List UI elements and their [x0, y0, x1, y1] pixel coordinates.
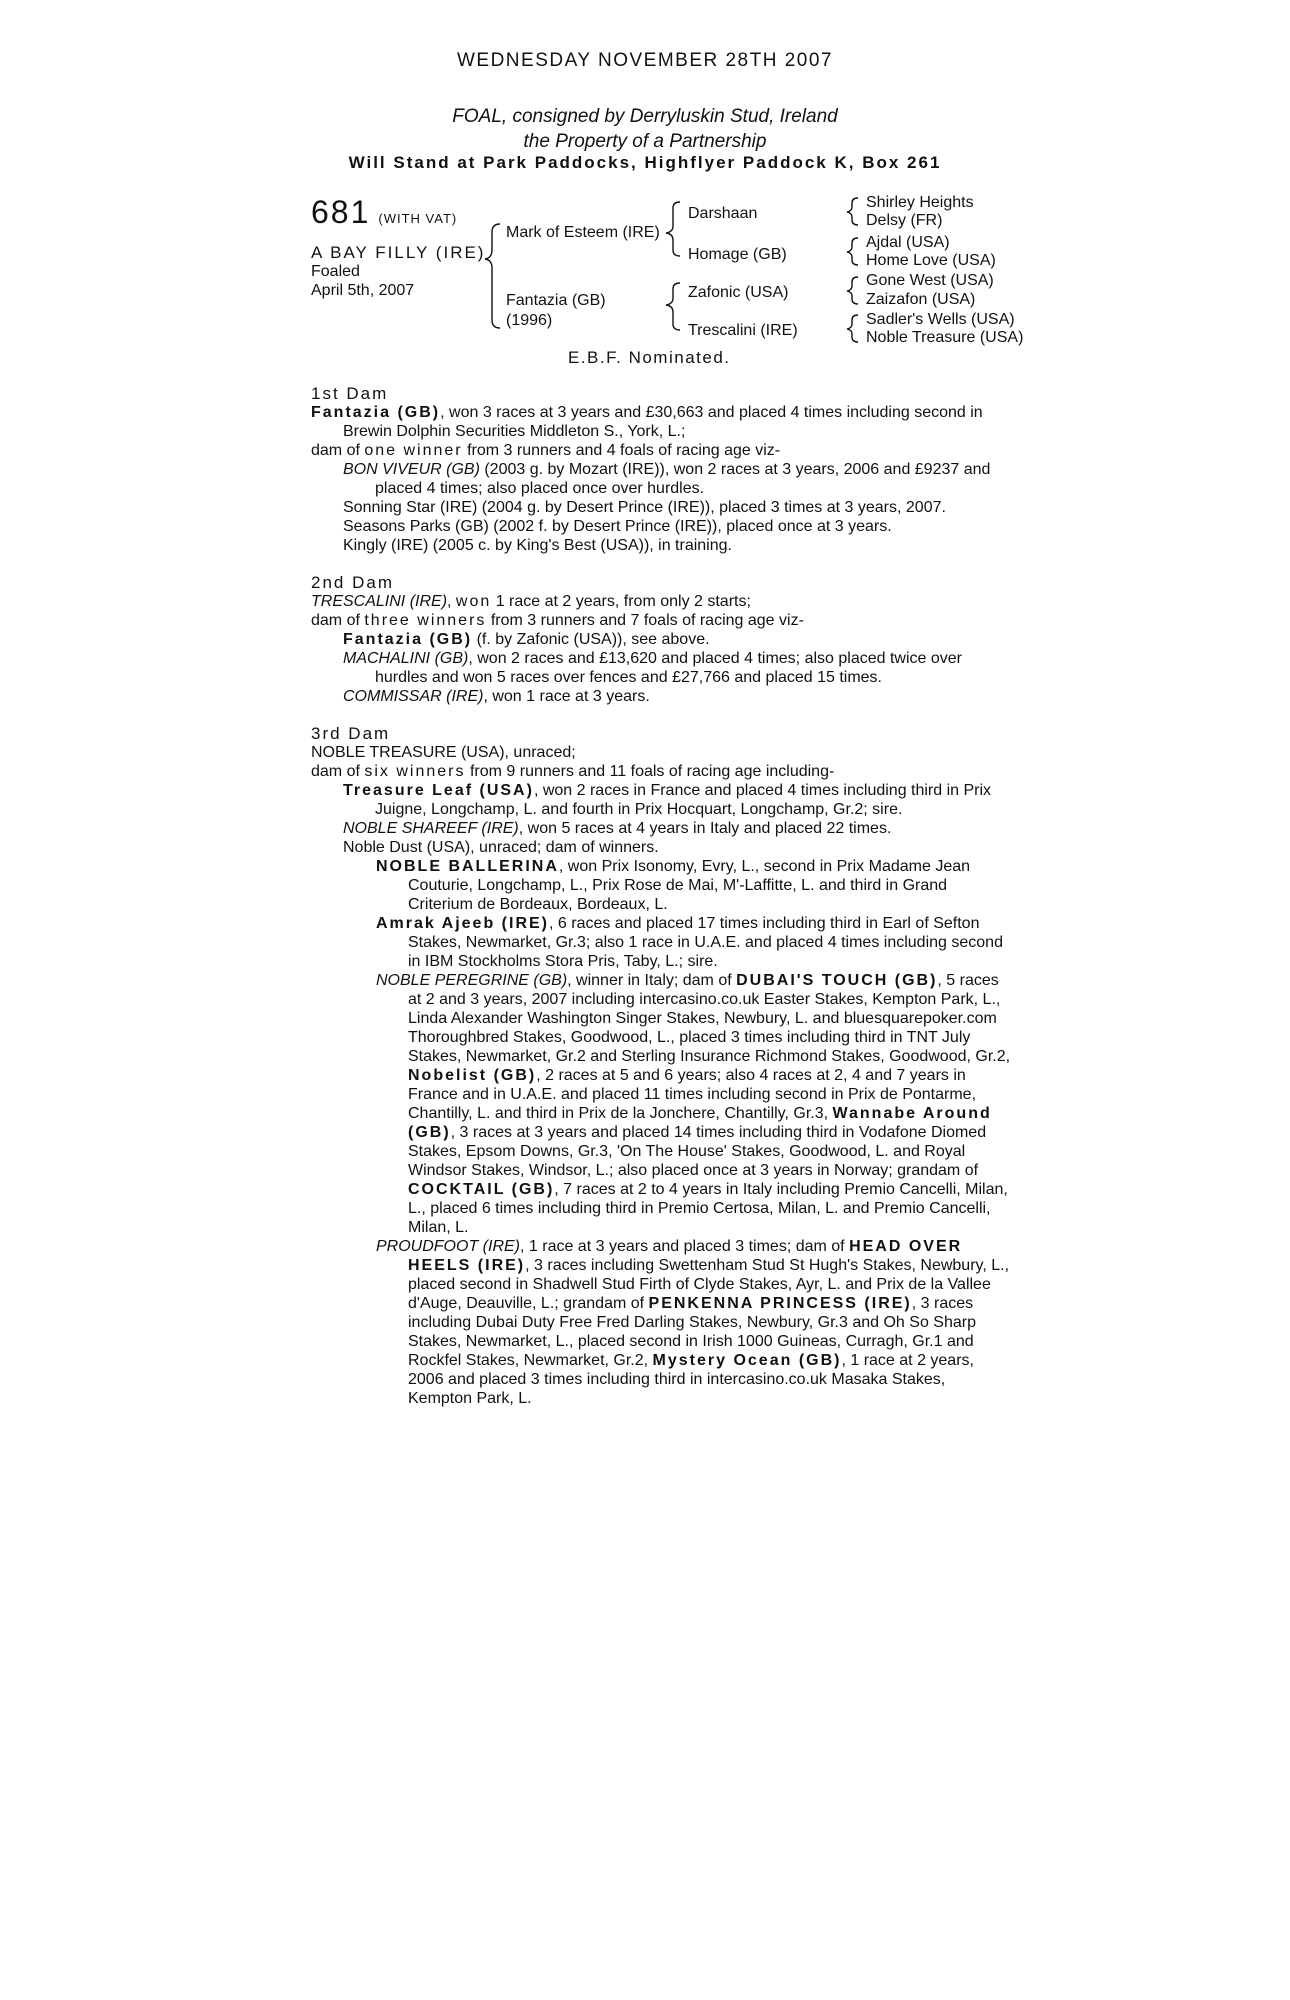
first-dam-section: [311, 384, 1011, 555]
ebf-nomination: E.B.F. Nominated.: [568, 348, 731, 367]
pedigree-gen3-3: Ajdal (USA): [866, 234, 950, 251]
pedigree-gen3-7: Sadler's Wells (USA): [866, 311, 1015, 328]
produce-entry: MACHALINI (GB), won 2 races and £13,620 and placed 4 times; also placed twice over hurdles and won 5 races over fences and £27,766 and placed 15 times.: [343, 650, 962, 686]
gen3-bracket-4: [847, 315, 858, 342]
produce-entry: Sonning Star (IRE) (2004 g. by Desert Prince (IRE)), placed 3 times at 3 years, 2007.: [343, 499, 946, 516]
foaled-date: April 5th, 2007: [311, 282, 415, 299]
horse-name: PROUDFOOT (IRE): [376, 1238, 520, 1255]
pedigree-sire-sire: Darshaan: [688, 205, 758, 222]
horse-name: MACHALINI (GB): [343, 650, 469, 667]
second-dam-section: [311, 573, 1011, 706]
produce-entry: Fantazia (GB) (f. by Zafonic (USA)), see above.: [343, 631, 710, 648]
vat-note: (WITH VAT): [378, 211, 458, 226]
gen3-bracket-3: [847, 277, 858, 304]
pedigree-gen3-1: Shirley Heights: [866, 194, 974, 211]
pedigree-gen3-6: Zaizafon (USA): [866, 291, 976, 308]
pedigree-gen3-8: Noble Treasure (USA): [866, 329, 1024, 346]
property-line: the Property of a Partnership: [523, 131, 767, 152]
lot-number: 681: [311, 194, 371, 230]
sale-date: WEDNESDAY NOVEMBER 28TH 2007: [456, 50, 833, 71]
produce-summary: dam of six winners from 9 runners and 11 foals of racing age including-: [311, 763, 835, 780]
produce-entry: NOBLE PEREGRINE (GB), winner in Italy; dam of DUBAI'S TOUCH (GB), 5 races at 2 and 3 years, 2007 including intercasino.co.uk Easter Stakes, Kempton Park, L., Linda Alexander Washington Singer Stakes, Newbury, L. and bluesquarepoker.com Thoroughbred Stakes, Goodwood, L., placed 3 times including third in TNT July Stakes, Newmarket, Gr.2 and Sterling Insurance Richmond Stakes, Goodwood, Gr.2, Nobelist (GB), 2 races at 5 and 6 years; also 4 races at 2, 4 and 7 years in France and in U.A.E. and placed 11 times including second in Prix de Pontarme, Chantilly, L. and third in Prix de la Jonchere, Chantilly, Gr.3, Wannabe Around (GB), 3 races at 3 years and placed 14 times including third in Vodafone Diomed Stakes, Epsom Downs, Gr.3, 'On The House' Stakes, Goodwood, L. and Royal Windsor Stakes, Windsor, L.; also placed once at 3 years in Norway; grandam of COCKTAIL (GB), 7 races at 2 to 4 years in Italy including Premio Cancelli, Milan, L., placed 6 times including third in Premio Certosa, Milan, L. and Premio Cancelli, Milan, L.: [376, 972, 1011, 1236]
produce-entry: NOBLE BALLERINA, won Prix Isonomy, Evry, L., second in Prix Madame Jean Couturie, Longchamp, L., Prix Rose de Mai, M'-Laffitte, L. and third in Grand Criterium de Bordeaux, Bordeaux, L.: [376, 858, 971, 913]
section-heading: 2nd Dam: [311, 573, 394, 592]
produce-summary: dam of three winners from 3 runners and 7 foals of racing age viz-: [311, 612, 804, 629]
produce-entry: Seasons Parks (GB) (2002 f. by Desert Prince (IRE)), placed once at 3 years.: [343, 518, 892, 535]
horse-name: Fantazia (GB): [343, 631, 473, 648]
horse-name: PENKENNA PRINCESS (IRE): [648, 1295, 912, 1312]
pedigree-gen3-4: Home Love (USA): [866, 252, 996, 269]
pedigree-gen3-2: Delsy (FR): [866, 212, 943, 229]
horse-name: COCKTAIL (GB): [408, 1181, 555, 1198]
third-dam-section: [311, 724, 1011, 1408]
horse-name: TRESCALINI (IRE): [311, 593, 448, 610]
horse-name: DUBAI'S TOUCH (GB): [736, 972, 938, 989]
horse-name: Treasure Leaf (USA): [343, 782, 534, 799]
section-heading: 3rd Dam: [311, 724, 391, 743]
dam-details: [311, 384, 1011, 1408]
produce-entry: COMMISSAR (IRE), won 1 race at 3 years.: [343, 688, 650, 705]
stand-location: Will Stand at Park Paddocks, Highflyer Paddock K, Box 261: [348, 153, 942, 172]
horse-name: NOBLE SHAREEF (IRE): [343, 820, 519, 837]
dam-entry: NOBLE TREASURE (USA), unraced;: [311, 744, 576, 761]
main-bracket: [485, 224, 500, 328]
pedigree-brackets: [0, 0, 1290, 380]
produce-entry: PROUDFOOT (IRE), 1 race at 3 years and placed 3 times; dam of HEAD OVER HEELS (IRE), 3 races including Swettenham Stud St Hugh's Stakes, Newbury, L., placed second in Shadwell Stud Firth of Clyde Stakes, Ayr, L. and Prix de la Vallee d'Auge, Deauville, L.; grandam of PENKENNA PRINCESS (IRE), 3 races including Dubai Duty Free Fred Darling Stakes, Newbury, Gr.3 and Oh So Sharp Stakes, Newmarket, L., placed second in Irish 1000 Guineas, Curragh, Gr.1 and Rockfel Stakes, Newmarket, Gr.2, Mystery Ocean (GB), 1 race at 2 years, 2006 and placed 3 times including third in intercasino.co.uk Masaka Stakes, Kempton Park, L.: [376, 1238, 1010, 1407]
produce-entry: BON VIVEUR (GB) (2003 g. by Mozart (IRE)), won 2 races at 3 years, 2006 and £9237 and placed 4 times; also placed once over hurdles.: [343, 461, 991, 497]
horse-name: NOBLE BALLERINA: [376, 858, 559, 875]
produce-entry: Treasure Leaf (USA), won 2 races in France and placed 4 times including third in Prix Juigne, Longchamp, L. and fourth in Prix Hocquart, Longchamp, Gr.2; sire.: [343, 782, 992, 818]
pedigree-gen3-5: Gone West (USA): [866, 272, 994, 289]
pedigree-sire: Mark of Esteem (IRE): [506, 224, 660, 241]
horse-name: Fantazia (GB): [311, 404, 441, 421]
section-heading: 1st Dam: [311, 384, 389, 403]
pedigree-dam-year: (1996): [506, 312, 553, 329]
horse-name: Nobelist (GB): [408, 1067, 537, 1084]
produce-entry: NOBLE SHAREEF (IRE), won 5 races at 4 years in Italy and placed 22 times.: [343, 820, 892, 837]
horse-name: Wannabe Around (GB): [408, 1105, 992, 1141]
produce-entry: Amrak Ajeeb (IRE), 6 races and placed 17 times including third in Earl of Sefton Stakes, Newmarket, Gr.3; also 1 race in U.A.E. and placed 4 times including second in IBM Stockholms Stora Pris, Taby, L.; sire.: [376, 915, 1003, 970]
horse-name: Amrak Ajeeb (IRE): [376, 915, 549, 932]
consignor-line: FOAL, consigned by Derryluskin Stud, Ireland: [452, 106, 838, 127]
horse-name: Mystery Ocean (GB): [652, 1352, 842, 1369]
pedigree-dam-dam: Trescalini (IRE): [688, 322, 798, 339]
dam-bracket: [666, 283, 680, 330]
foaled-label: Foaled: [311, 263, 360, 280]
produce-entry: Kingly (IRE) (2005 c. by King's Best (USA)), in training.: [343, 537, 732, 554]
produce-summary: dam of one winner from 3 runners and 4 foals of racing age viz-: [311, 442, 781, 459]
horse-name: HEAD OVER HEELS (IRE): [408, 1238, 963, 1274]
horse-name: COMMISSAR (IRE): [343, 688, 484, 705]
dam-entry: Fantazia (GB), won 3 races at 3 years and £30,663 and placed 4 times including second in Brewin Dolphin Securities Middleton S., York, L.;: [311, 404, 983, 440]
pedigree-dam-sire: Zafonic (USA): [688, 284, 789, 301]
sire-bracket: [666, 202, 680, 256]
pedigree-dam: Fantazia (GB): [506, 292, 606, 309]
pedigree-sire-dam: Homage (GB): [688, 246, 787, 263]
horse-name: BON VIVEUR (GB): [343, 461, 480, 478]
produce-entry: Noble Dust (USA), unraced; dam of winners.: [343, 839, 659, 856]
gen3-bracket-2: [847, 238, 858, 265]
horse-name: NOBLE PEREGRINE (GB): [376, 972, 568, 989]
lot-name: A BAY FILLY (IRE): [311, 243, 486, 262]
dam-entry: TRESCALINI (IRE), won 1 race at 2 years, from only 2 starts;: [311, 593, 751, 610]
gen3-bracket-1: [847, 198, 858, 225]
